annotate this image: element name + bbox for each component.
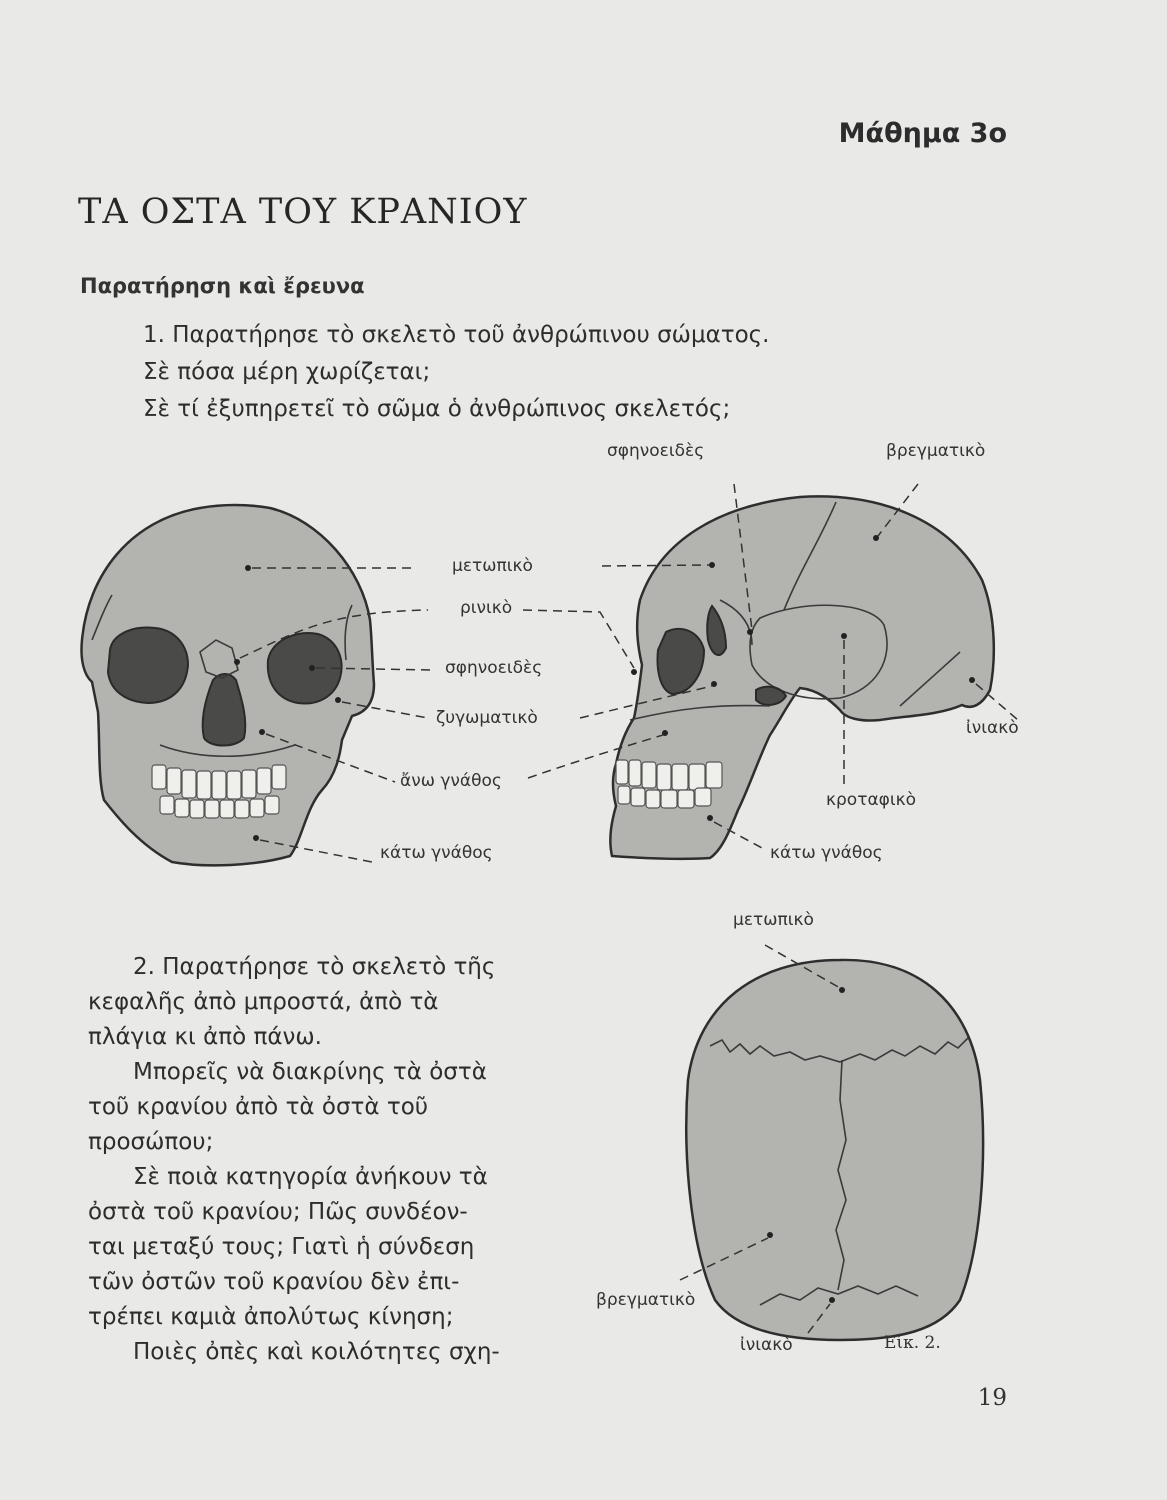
question2-line3: πλάγια κι ἀπὸ πάνω. — [88, 1024, 322, 1050]
front-skull-drawing — [81, 505, 432, 865]
front-label-maxilla: ἄνω γνάθος — [400, 771, 502, 791]
question2-line6: προσώπου; — [88, 1129, 214, 1155]
question1-line1: 1. Παρατήρησε τὸ σκελετὸ τοῦ ἀνθρώπινου σώματος. — [143, 322, 770, 348]
question2-line10: τῶν ὀστῶν τοῦ κρανίου δὲν ἐπι- — [88, 1269, 460, 1295]
side-label-parietal: βρεγματικὸ — [886, 441, 986, 461]
page-number: 19 — [977, 1385, 1007, 1411]
side-teeth — [616, 760, 722, 808]
question1-line2: Σὲ πόσα μέρη χωρίζεται; — [143, 359, 431, 385]
question2-line7: Σὲ ποιὰ κατηγορία ἀνήκουν τὰ — [133, 1164, 488, 1190]
side-label-sphenoid: σφηνοειδὲς — [607, 441, 705, 461]
front-label-zygomatic: ζυγωματικὸ — [436, 708, 538, 728]
side-skull-drawing — [523, 484, 1018, 859]
front-label-sphenoid: σφηνοειδὲς — [445, 658, 543, 678]
top-label-frontal: μετωπικὸ — [733, 910, 814, 930]
front-teeth — [152, 765, 286, 818]
top-label-parietal: βρεγματικὸ — [596, 1290, 696, 1310]
question2-line12: Ποιὲς ὀπὲς καὶ κοιλότητες σχη- — [133, 1339, 500, 1365]
page-title: ΤΑ ΟΣΤΑ ΤΟΥ ΚΡΑΝΙΟΥ — [78, 192, 528, 232]
side-label-temporal: κροταφικὸ — [826, 790, 917, 810]
figure-caption: Εἰκ. 2. — [884, 1333, 941, 1353]
top-skull-drawing — [680, 945, 983, 1340]
front-label-frontal: μετωπικὸ — [452, 556, 533, 576]
front-label-nasal: ρινικὸ — [460, 598, 513, 618]
question2-line8: ὀστὰ τοῦ κρανίου; Πῶς συνδέον- — [88, 1199, 468, 1225]
question2-line9: ται μεταξύ τους; Γιατὶ ἡ σύνδεση — [88, 1234, 475, 1260]
question2-line11: τρέπει καμιὰ ἀπολύτως κίνηση; — [88, 1304, 454, 1330]
question2-line2: κεφαλῆς ἀπὸ μπροστά, ἀπὸ τὰ — [88, 989, 439, 1015]
question1-line3: Σὲ τί ἐξυπηρετεῖ τὸ σῶμα ὁ ἀνθρώπινος σκελετός; — [143, 396, 731, 422]
side-label-mandible: κάτω γνάθος — [770, 843, 883, 863]
top-label-occipital: ἰνιακὸ — [740, 1335, 793, 1355]
question2-line1: 2. Παρατήρησε τὸ σκελετὸ τῆς — [133, 954, 496, 980]
question2-line4: Μπορεῖς νὰ διακρίνης τὰ ὀστὰ — [133, 1059, 487, 1085]
question2-line5: τοῦ κρανίου ἀπὸ τὰ ὀστὰ τοῦ — [88, 1094, 429, 1120]
section-subtitle: Παρατήρηση καὶ ἔρευνα — [80, 274, 365, 298]
front-label-mandible: κάτω γνάθος — [380, 843, 493, 863]
lesson-number: Μάθημα 3ο — [838, 118, 1007, 149]
side-label-occipital: ἰνιακὸ — [966, 718, 1019, 738]
